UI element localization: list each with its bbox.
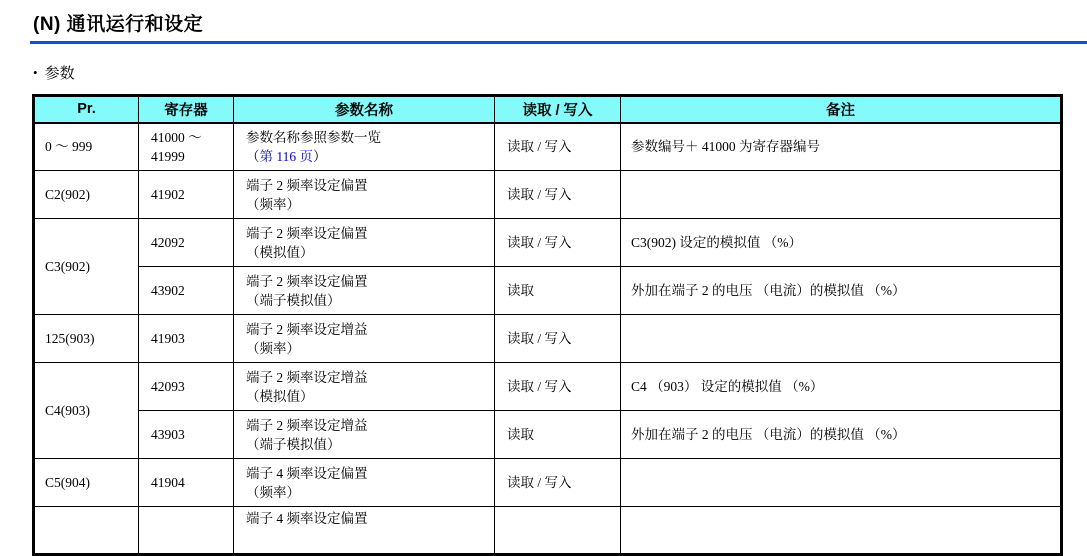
param-name-line: （模拟值） xyxy=(246,388,314,404)
pr-cell: 0 ～ 999 xyxy=(34,123,139,171)
remark-cell xyxy=(621,315,1062,363)
title-underline xyxy=(30,41,1087,44)
section-label-text: 参数 xyxy=(44,66,75,82)
pr-cell: C3(902) xyxy=(34,219,139,315)
paren-text: ） xyxy=(313,148,327,164)
param-name-line: 参数名称参照参数一览 xyxy=(246,129,381,145)
remark-cell xyxy=(621,507,1062,555)
param-name-line: 端子 2 频率设定偏置 xyxy=(246,273,368,289)
register-cell: 42093 xyxy=(139,363,234,411)
param-name-line: 端子 2 频率设定偏置 xyxy=(246,177,368,193)
pr-cell: C2(902) xyxy=(34,171,139,219)
table-row xyxy=(34,219,1062,267)
register-cell xyxy=(139,507,234,555)
register-cell: 43903 xyxy=(139,411,234,459)
register-cell xyxy=(139,123,234,171)
read-write-cell: 读取 xyxy=(495,267,621,315)
read-write-cell: 读取 / 写入 xyxy=(495,219,621,267)
param-name-cell xyxy=(234,411,495,459)
param-name-line: （频率） xyxy=(246,340,300,356)
param-name-line: （模拟值） xyxy=(246,244,314,260)
param-name-line xyxy=(246,147,494,166)
param-name-cell xyxy=(234,459,495,507)
read-write-cell xyxy=(495,507,621,555)
table-row xyxy=(34,171,1062,219)
read-write-cell: 读取 / 写入 xyxy=(495,123,621,171)
pr-cell xyxy=(34,507,139,555)
register-cell: 41903 xyxy=(139,315,234,363)
table-row xyxy=(34,363,1062,411)
param-name-cell xyxy=(234,315,495,363)
page-116-link[interactable]: 第 116 页 xyxy=(259,148,313,164)
param-name-cell xyxy=(234,171,495,219)
pr-cell: 125(903) xyxy=(34,315,139,363)
table-row xyxy=(34,459,1062,507)
bullet-icon: • xyxy=(33,65,38,80)
param-name-line: 端子 2 频率设定增益 xyxy=(246,417,368,433)
col-header-pr: Pr. xyxy=(34,96,139,123)
register-line: 41000 ～ xyxy=(151,129,202,145)
col-header-register: 寄存器 xyxy=(139,96,234,123)
table-row-partial xyxy=(34,507,1062,555)
param-name-line: 端子 4 频率设定偏置 xyxy=(246,511,368,526)
table-row xyxy=(34,315,1062,363)
read-write-cell: 读取 / 写入 xyxy=(495,363,621,411)
register-cell: 41904 xyxy=(139,459,234,507)
param-name-cell xyxy=(234,219,495,267)
table-row xyxy=(34,267,1062,315)
read-write-cell: 读取 / 写入 xyxy=(495,171,621,219)
remark-cell: 参数编号＋ 41000 为寄存器编号 xyxy=(621,123,1062,171)
remark-cell: C4 （903） 设定的模拟值 （%） xyxy=(621,363,1062,411)
register-cell: 42092 xyxy=(139,219,234,267)
remark-cell: C3(902) 设定的模拟值 （%） xyxy=(621,219,1062,267)
col-header-remark: 备注 xyxy=(621,96,1062,123)
remark-cell: 外加在端子 2 的电压 （电流）的模拟值 （%） xyxy=(621,267,1062,315)
param-name-cell xyxy=(234,267,495,315)
param-name-cell xyxy=(234,363,495,411)
table-row xyxy=(34,411,1062,459)
section-label xyxy=(33,62,75,83)
read-write-cell: 读取 xyxy=(495,411,621,459)
param-name-line: （端子模拟值） xyxy=(246,436,341,452)
remark-cell xyxy=(621,459,1062,507)
register-line: 41999 xyxy=(151,148,185,164)
register-cell: 41902 xyxy=(139,171,234,219)
col-header-read-write: 读取 / 写入 xyxy=(495,96,621,123)
param-name-line: 端子 2 频率设定偏置 xyxy=(246,225,368,241)
param-name-line: （端子模拟值） xyxy=(246,292,341,308)
param-name-line: （频率） xyxy=(246,484,300,500)
read-write-cell: 读取 / 写入 xyxy=(495,459,621,507)
param-name-line: 端子 2 频率设定增益 xyxy=(246,321,368,337)
read-write-cell: 读取 / 写入 xyxy=(495,315,621,363)
remark-cell xyxy=(621,171,1062,219)
col-header-param-name: 参数名称 xyxy=(234,96,495,123)
table-header-row xyxy=(34,96,1062,123)
remark-cell: 外加在端子 2 的电压 （电流）的模拟值 （%） xyxy=(621,411,1062,459)
table-row xyxy=(34,123,1062,171)
parameter-table xyxy=(32,94,1063,556)
register-cell: 43902 xyxy=(139,267,234,315)
param-name-line: 端子 2 频率设定增益 xyxy=(246,369,368,385)
page-title: (N) 通讯运行和设定 xyxy=(33,14,204,35)
param-name-cell xyxy=(234,507,495,555)
param-name-line: 端子 4 频率设定偏置 xyxy=(246,465,368,481)
param-name-cell xyxy=(234,123,495,171)
pr-cell: C4(903) xyxy=(34,363,139,459)
paren-text: （ xyxy=(246,148,260,164)
param-name-line: （频率） xyxy=(246,196,300,212)
pr-cell: C5(904) xyxy=(34,459,139,507)
